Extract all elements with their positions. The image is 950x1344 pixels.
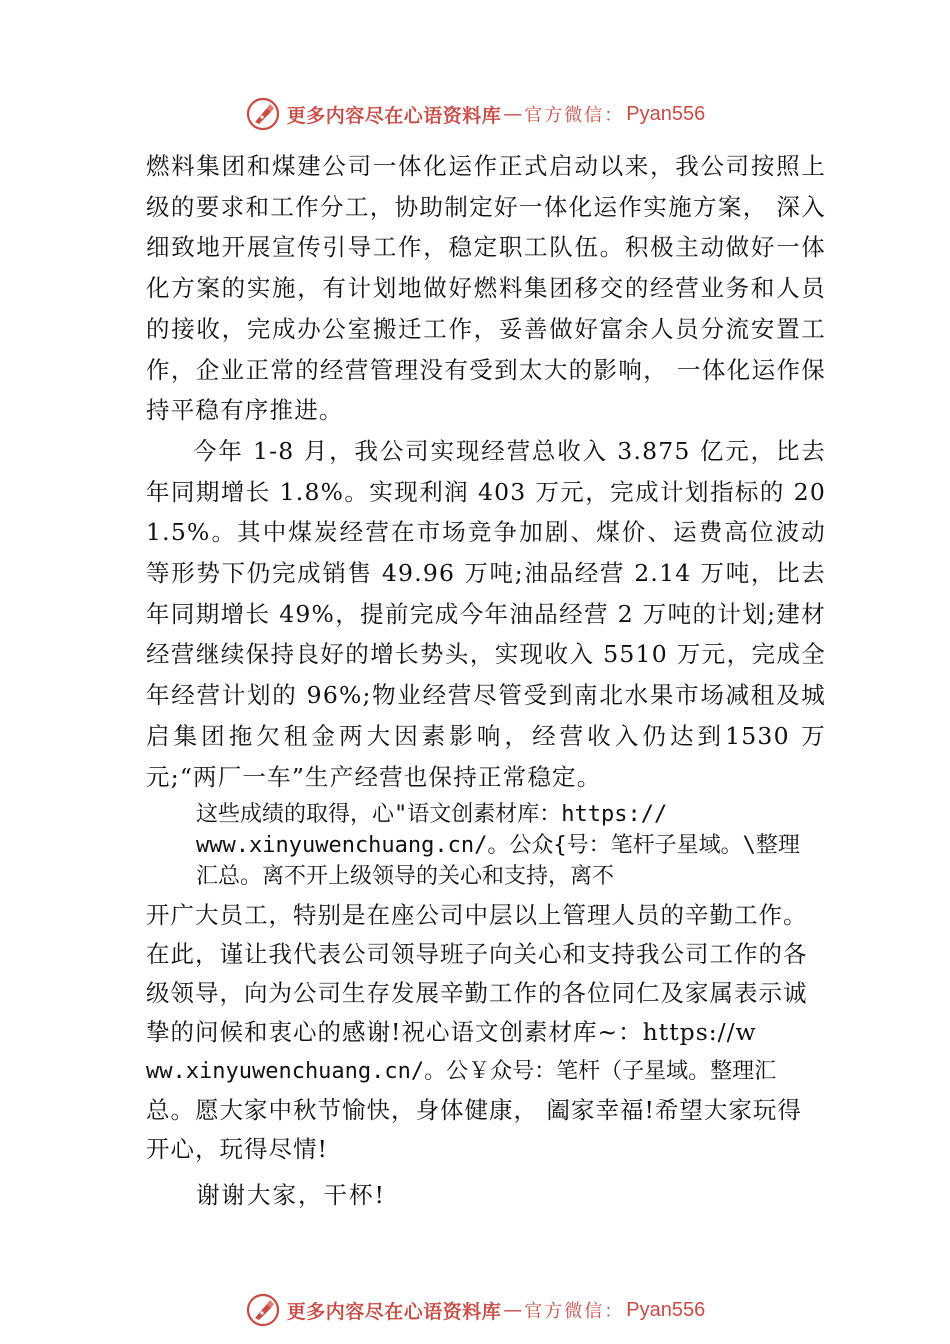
header-banner [0,92,950,136]
paragraph-thanks-line2: ww.xinyuwenchuang.cn/。公￥众号：笔杆（子星域。整理汇 [146,1059,777,1085]
header-wechat-id: Pyan556 [626,102,706,125]
pen-nib-logo-icon [245,1292,281,1328]
paragraph-achievements-watermark: 这些成绩的取得，心"语文创素材库：https:// www.xinyuwenchuang.cn/。公众{号：笔杆子星域。\整理 汇总。离不开上级领导的关心和支持，离不 [196,802,800,890]
closing-toast: 谢谢大家，干杯! [196,1181,386,1210]
paragraph-integration: 燃料集团和煤建公司一体化运作正式启动以来，我公司按照上级的要求和工作分工，协助制定好一体化运作实施方案， 深入细致地开展宣传引导工作，稳定职工队伍。积极主动做好一体化方案的实施，有计划地做好燃料集团移交的经营业务和人员的接收，完成办公室搬迁工作，妥善做好富余人员分流安置工作，企业正常的经营管理没有受到太大的影响， 一体化运作保持平稳有序推进。 [146,152,826,425]
footer-wechat-label: 官方微信： [524,1301,625,1322]
pen-nib-logo-icon [245,96,281,132]
header-dash: — [503,103,523,125]
header-wechat-label: 官方微信： [524,105,625,126]
footer-title: 更多内容尽在心语资料库 [286,1300,502,1323]
header-title: 更多内容尽在心语资料库 [286,104,502,127]
paragraph-thanks-line1: 开广大员工，特别是在座公司中层以上管理人员的辛勤工作。在此，谨让我代表公司领导班子向关心和支持我公司工作的各级领导，向为公司生存发展辛勤工作的各位同仁及家属表示诚挚的问候和衷心的感谢!祝心语文创素材库~：https://w [146,901,808,1047]
paragraph-results: 今年 1-8 月，我公司实现经营总收入 3.875 亿元，比去年同期增长 1.8%。实现利润 403 万元，完成计划指标的 201.5%。其中煤炭经营在市场竞争加剧、煤价、运费高位波动等形势下仍完成销售 49.96 万吨;油品经营 2.14 万吨，比去年同期增长 49%，提前完成今年油品经营 2 万吨的计划;建材经营继续保持良好的增长势头，实现收入 5510 万元，完成全年经营计划的 96%;物业经营尽管受到南北水果市场减租及城启集团拖欠租金两大因素影响，经营收入仍达到1530 万元;“两厂一车”生产经营也保持正常稳定。 [146,436,826,791]
footer-wechat-id: Pyan556 [626,1298,706,1321]
paragraph-thanks-line3: 总。愿大家中秋节愉快，身体健康， 阖家幸福!希望大家玩得开心，玩得尽情! [146,1096,802,1164]
document-body [146,146,826,1215]
footer-dash: — [503,1299,523,1321]
footer-banner [0,1288,950,1332]
